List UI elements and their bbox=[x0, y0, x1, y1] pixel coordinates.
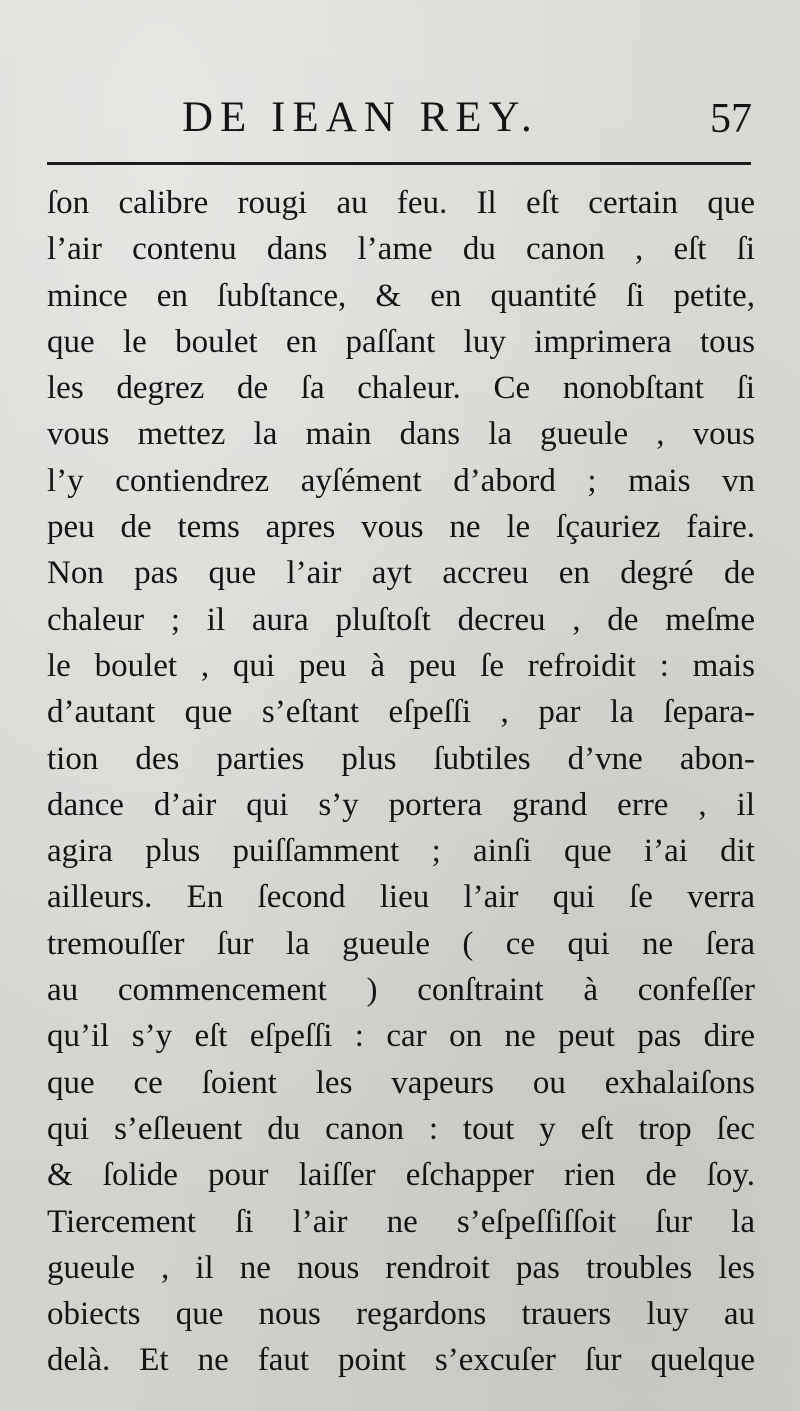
text-line: le boulet , qui peu à peu ſe refroidit : mais bbox=[47, 647, 755, 684]
text-line: tion des parties plus ſubtiles d’vne abon- bbox=[47, 740, 755, 777]
text-line: peu de tems apres vous ne le ſçauriez faire. bbox=[47, 509, 755, 546]
text-line: & ſolide pour laiſſer eſchapper rien de ſoy. bbox=[47, 1157, 755, 1194]
text-line: delà. Et ne faut point s’excuſer ſur quelque bbox=[47, 1342, 755, 1379]
running-title: DE IEAN REY. bbox=[182, 94, 539, 141]
page-number: 57 bbox=[710, 96, 752, 142]
text-line: Tiercement ſi l’air ne s’eſpeſſiſſoit ſur la bbox=[47, 1203, 755, 1240]
text-line: obiects que nous regardons trauers luy au bbox=[47, 1296, 755, 1333]
text-line: gueule , il ne nous rendroit pas troubles les bbox=[47, 1249, 755, 1286]
text-line: qui s’eſleuent du canon : tout y eſt trop ſec bbox=[47, 1110, 755, 1147]
text-line: chaleur ; il aura pluſtoſt decreu , de meſme bbox=[47, 601, 755, 638]
text-line: ſon calibre rougi au feu. Il eſt certain que bbox=[47, 185, 755, 221]
text-line: agira plus puiſſamment ; ainſi que i’ai dit bbox=[47, 833, 755, 870]
page-header bbox=[0, 96, 800, 156]
body-text bbox=[47, 180, 755, 1384]
text-line: au commencement ) conſtraint à confeſſer bbox=[47, 972, 755, 1009]
text-line: les degrez de ſa chaleur. Ce nonobſtant ſi bbox=[47, 370, 755, 407]
text-line: tremouſſer ſur la gueule ( ce qui ne ſera bbox=[47, 925, 755, 962]
text-line: Non pas que l’air ayt accreu en degré de bbox=[47, 555, 755, 592]
text-line: l’y contiendrez ayſément d’abord ; mais vn bbox=[47, 462, 755, 499]
header-rule bbox=[47, 162, 751, 165]
text-line: que le boulet en paſſant luy imprimera tous bbox=[47, 323, 755, 360]
text-line: que ce ſoient les vapeurs ou exhalaiſons bbox=[47, 1064, 755, 1101]
text-line: dance d’air qui s’y portera grand erre , il bbox=[47, 786, 755, 823]
text-line: d’autant que s’eſtant eſpeſſi , par la ſepara- bbox=[47, 694, 755, 731]
text-line: mince en ſubſtance, & en quantité ſi petite, bbox=[47, 277, 755, 314]
text-line: l’air contenu dans l’ame du canon , eſt ſi bbox=[47, 231, 755, 268]
text-line: vous mettez la main dans la gueule , vous bbox=[47, 416, 755, 453]
text-line: qu’il s’y eſt eſpeſſi : car on ne peut pas dire bbox=[47, 1018, 755, 1055]
text-line: ailleurs. En ſecond lieu l’air qui ſe verra bbox=[47, 879, 755, 916]
